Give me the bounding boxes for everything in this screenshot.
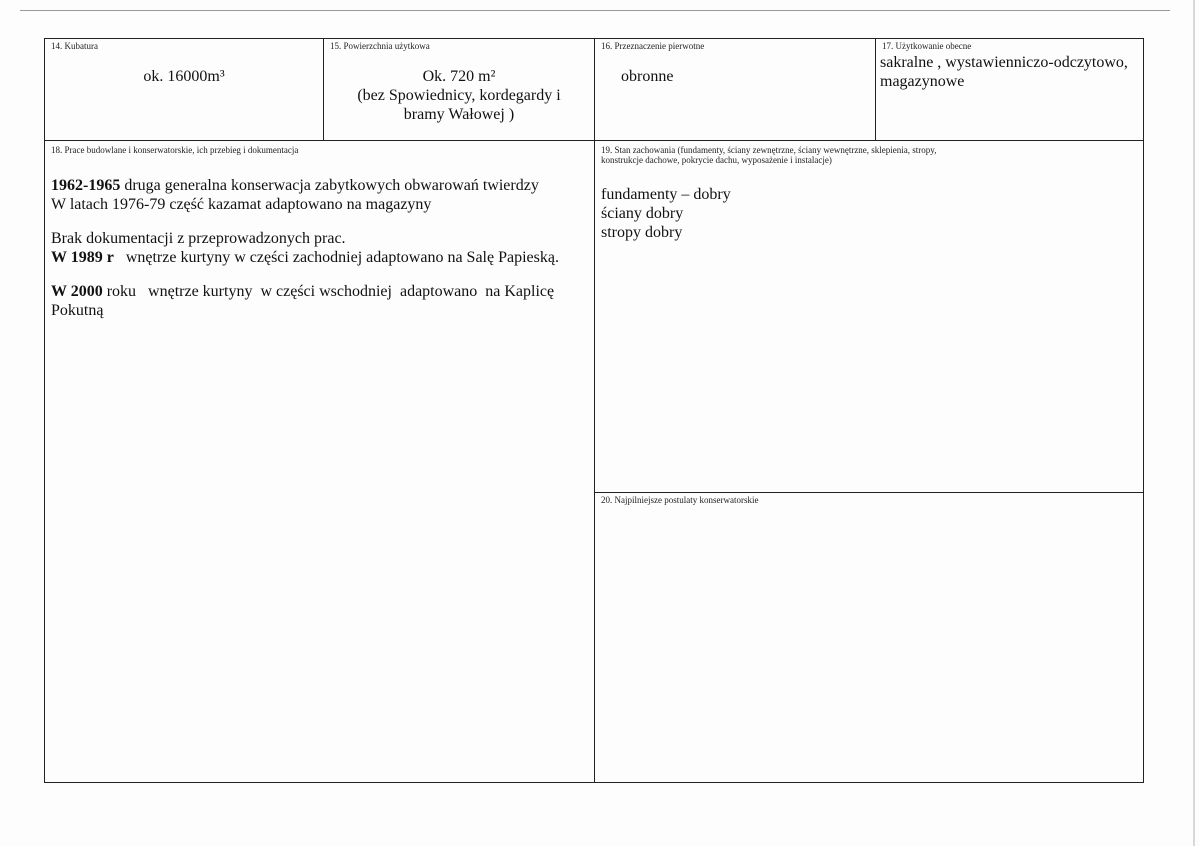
field-14-value: ok. 16000m³ (143, 68, 225, 85)
field-16-original-purpose (594, 39, 875, 140)
field-17-line-1: sakralne , wystawienniczo-odczytowo, (880, 54, 1128, 71)
field-18-para-6: Pokutną (51, 302, 104, 319)
field-15-line-3: bramy Wałowej ) (403, 106, 515, 123)
field-17-current-use (875, 39, 1143, 140)
field-18-para-4 (51, 248, 596, 267)
field-18-label: 18. Prace budowlane i konserwatorskie, ich przebieg i dokumentacja (51, 145, 299, 155)
field-18-year-2000: W 2000 (51, 283, 103, 300)
scan-top-line (20, 10, 1170, 11)
scan-right-edge (1193, 0, 1195, 846)
field-17-label: 17. Użytkowanie obecne (882, 41, 972, 51)
field-19-body (601, 185, 731, 242)
field-14-label: 14. Kubatura (51, 41, 98, 51)
field-19-label-line-1: 19. Stan zachowania (fundamenty, ściany zewnętrzne, ściany wewnętrzne, sklepienia, stropy, (601, 145, 937, 155)
field-20-postulates (594, 492, 1143, 782)
field-18-text-5: roku wnętrze kurtyny w części wschodniej adaptowano na Kaplicę (102, 283, 555, 300)
field-15-label: 15. Powierzchnia użytkowa (330, 41, 430, 51)
field-18-year-1989: W 1989 r (51, 249, 114, 266)
field-18-para-2: W latach 1976-79 część kazamat adaptowano na magazyny (51, 196, 432, 213)
field-15-line-1: Ok. 720 m² (422, 68, 496, 85)
field-17-value (880, 53, 1128, 91)
field-18-para-5 (51, 282, 596, 301)
field-17-line-2: magazynowe (880, 73, 965, 90)
field-15-value (324, 67, 594, 124)
field-19-condition (594, 140, 1143, 492)
record-form (44, 38, 1144, 783)
field-18-text-4: wnętrze kurtyny w części zachodniej adaptowano na Salę Papieską. (113, 249, 559, 266)
field-18-text-1: druga generalna konserwacja zabytkowych obwarowań twierdzy (120, 177, 539, 194)
field-15-usable-area (323, 39, 594, 140)
field-19-line-1: fundamenty – dobry (601, 186, 731, 203)
field-16-value: obronne (621, 68, 674, 85)
field-18-year-1962: 1962-1965 (51, 177, 121, 194)
field-14-cubature (45, 39, 323, 140)
field-19-line-3: stropy dobry (601, 224, 683, 241)
field-18-para-3: Brak dokumentacji z przeprowadzonych prac. (51, 230, 346, 247)
field-16-label: 16. Przeznaczenie pierwotne (601, 41, 705, 51)
field-18-works (45, 140, 594, 782)
field-19-line-2: ściany dobry (601, 205, 684, 222)
field-18-para-1 (51, 176, 596, 195)
field-15-line-2: (bez Spowiednicy, kordegardy i (357, 87, 561, 104)
field-18-body (51, 176, 596, 320)
field-19-label-line-2: konstrukcje dachowe, pokrycie dachu, wyposażenie i instalacje) (601, 155, 832, 165)
field-19-label (601, 145, 936, 165)
field-20-label: 20. Najpilniejsze postulaty konserwatorskie (601, 495, 759, 505)
